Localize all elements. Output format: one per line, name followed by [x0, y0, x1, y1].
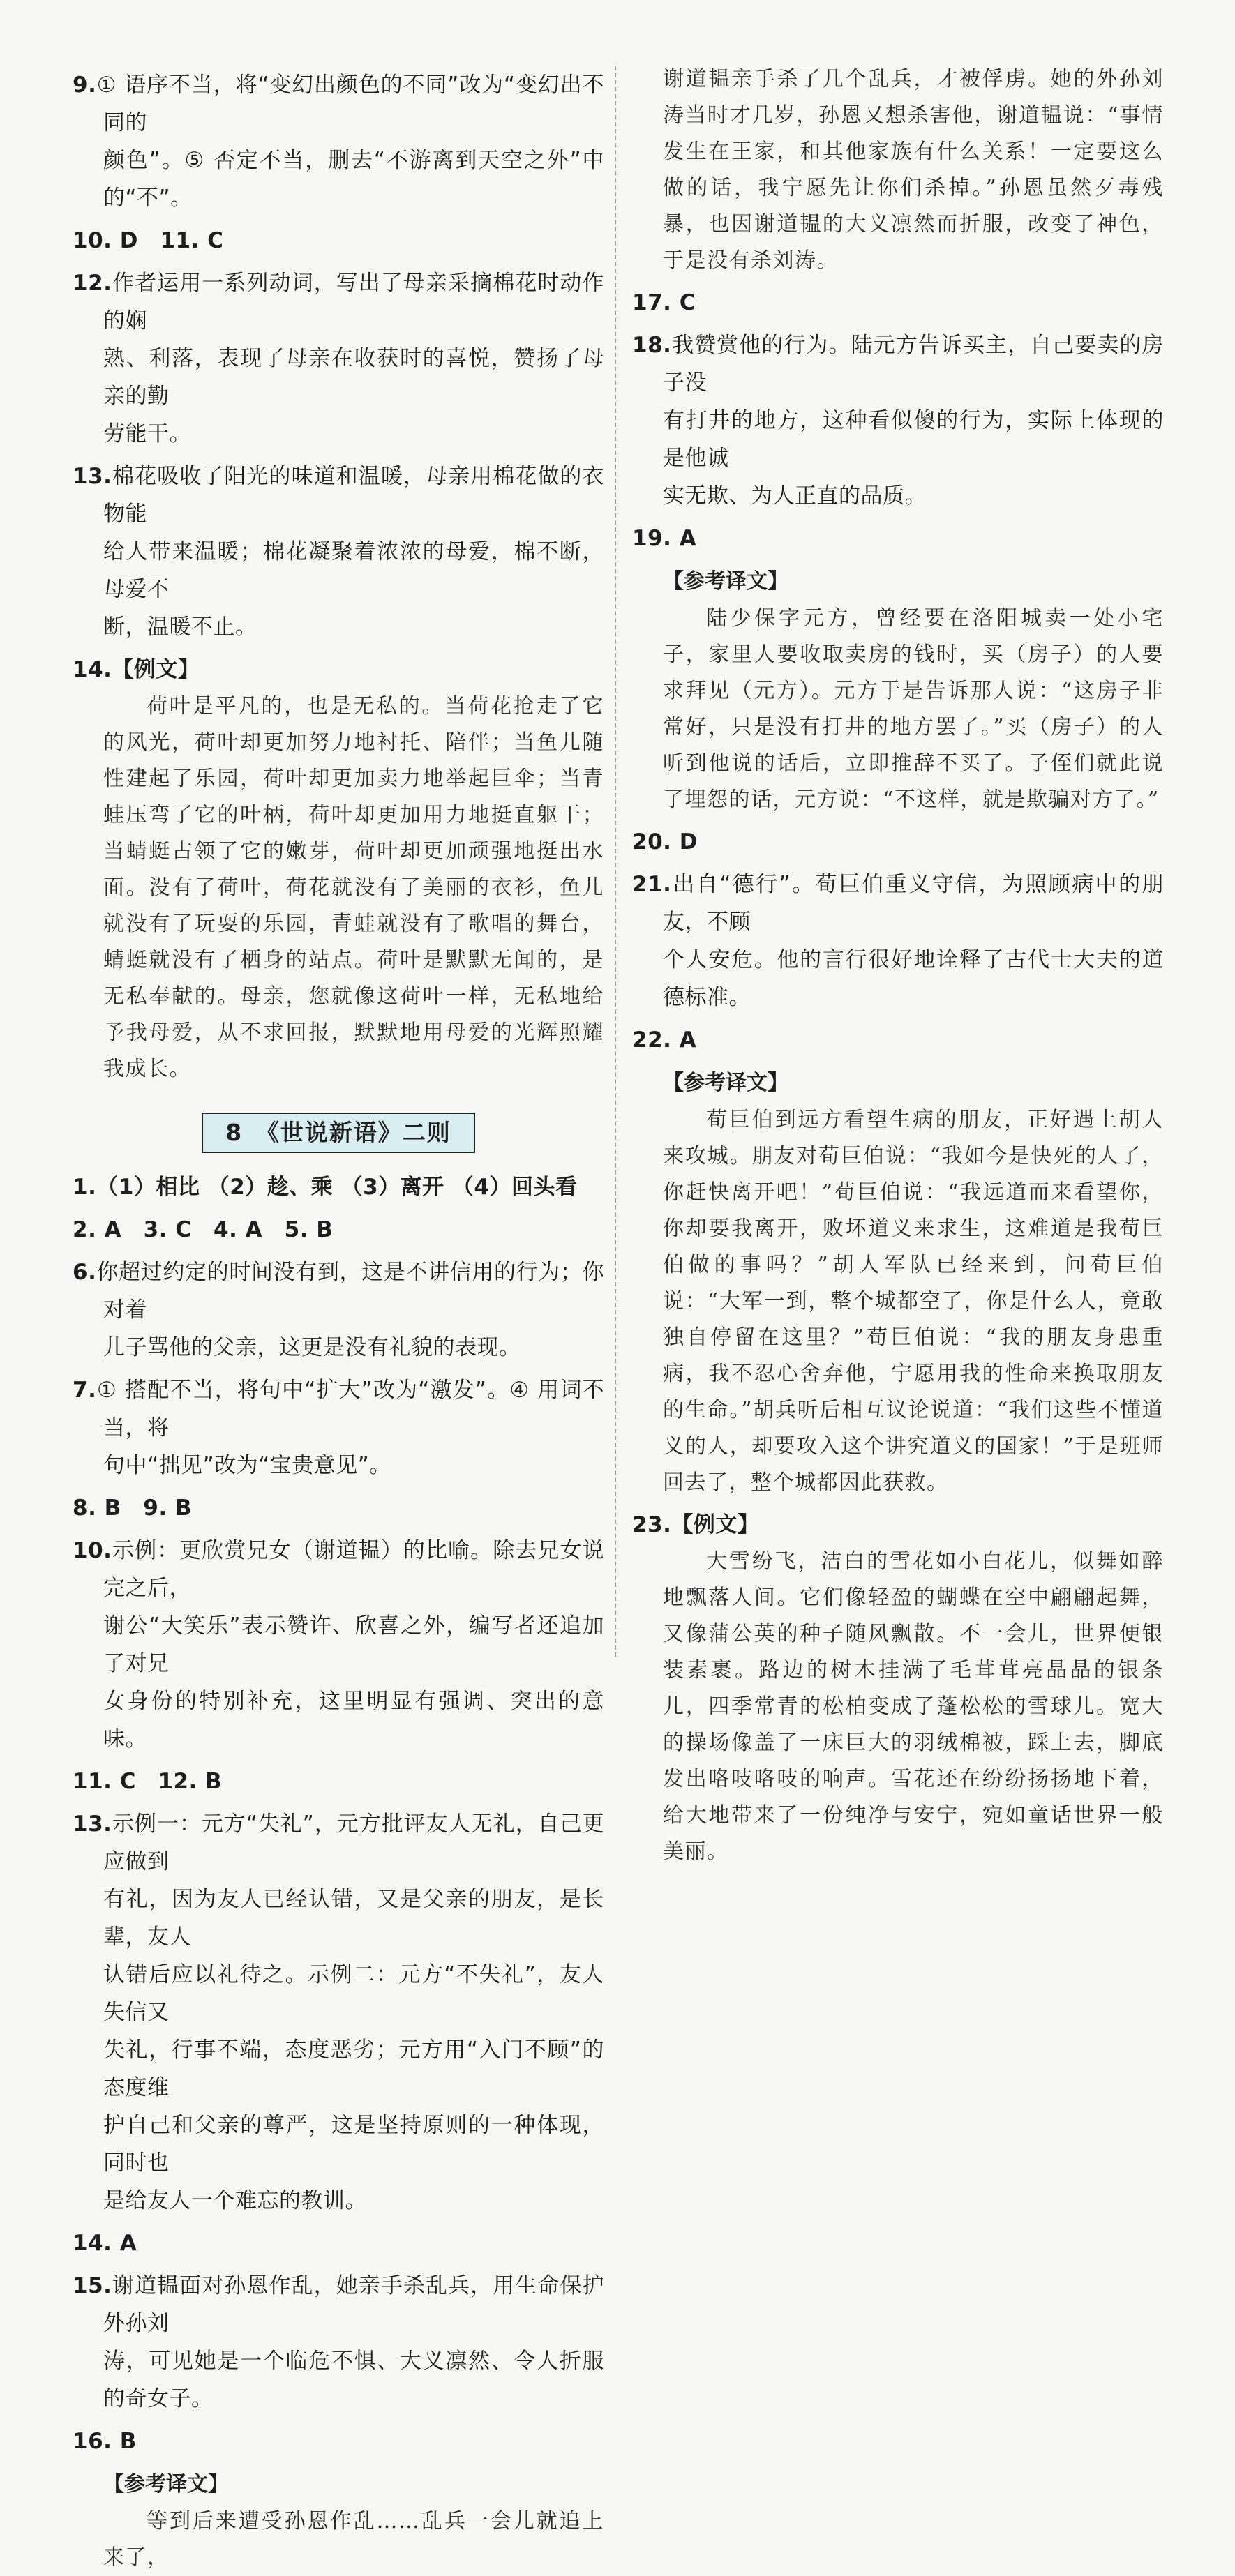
answer-text: 护自己和父亲的尊严，这是坚持原则的一种体现，同时也	[103, 2113, 604, 2176]
essay-line: 大雪纷飞，洁白的雪花如小白花儿，似舞如醉地飘落	[663, 1549, 1164, 1610]
essay-line: 私奉献的。母亲，您就像这荷叶一样，无私地给予我母爱，	[103, 984, 605, 1045]
essay-line: 挂满了毛茸茸亮晶晶的银条儿，四季常青的松柏变成了蓬	[663, 1658, 1165, 1719]
answer-text: 14.【例文】	[73, 657, 200, 682]
answer-text: 颜色”。⑤ 否定不当，删去“不游离到天空之外”中的“不”。	[103, 148, 604, 211]
reference-translation-label: 【参考译文】	[663, 1071, 788, 1095]
essay-line: 荷叶是平凡的，也是无私的。当荷花抢走了它的风光，	[103, 694, 604, 755]
answer-7	[73, 1371, 604, 1484]
answer-text: 我赞赏他的行为。陆元方告诉买主，自己要卖的房子没	[663, 333, 1164, 396]
answer-22	[632, 1021, 1164, 1059]
essay-line: 种子随风飘散。不一会儿，世界便银装素裹。路边的树木	[663, 1622, 1165, 1682]
answer-text: 个人安危。他的言行很好地诠释了古代士大夫的道德标准。	[663, 947, 1164, 1010]
translation-line: 城。朋友对荀巨伯说：“我如今是快死的人了，你赶快离	[663, 1144, 1165, 1205]
answer-text: 棉花吸收了阳光的味道和温暖，母亲用棉花做的衣物能	[103, 464, 604, 527]
answer-text: 2. A 3. C 4. A 5. B	[73, 1217, 334, 1242]
answer-text: 认错后应以礼待之。示例二：元方“不失礼”，友人失信又	[103, 1962, 604, 2025]
answer-number: 13.	[73, 464, 112, 489]
answer-13	[73, 458, 604, 646]
essay-line: 叶却更加卖力地举起巨伞；当青蛙压弯了它的叶柄，荷叶	[103, 767, 605, 827]
answer-text: 句中“拙见”改为“宝贵意见”。	[103, 1453, 391, 1478]
translation-line: 凛然而折服，改变了神色，于是没有杀刘涛。	[663, 212, 1165, 273]
translation-line: 地方罢了。”买（房子）的人听到他说的话后，立即推辞不	[663, 715, 1164, 776]
answer-text: ① 搭配不当，将句中“扩大”改为“激发”。④ 用词不当，将	[96, 1378, 604, 1440]
answer-11-12	[73, 1763, 604, 1800]
answer-text: 实无欺、为人正直的品质。	[663, 483, 927, 509]
answer-text: 19. A	[632, 526, 697, 551]
answer-text: 劳能干。	[103, 421, 191, 446]
answer-number: 13.	[73, 1812, 112, 1837]
answer-text: 谢道韫面对孙恩作乱，她亲手杀乱兵，用生命保护外孙刘	[103, 2273, 604, 2336]
translation-line: 队已经来到，问荀巨伯说：“大军一到，整个城都空了，你	[663, 1253, 1165, 1313]
answer-15	[73, 2267, 604, 2418]
translation-16	[73, 2503, 604, 2576]
answer-9	[73, 66, 604, 217]
essay-line: 从不求回报，默默地用母爱的光辉照耀我成长。	[103, 1020, 605, 1081]
translation-19	[632, 601, 1164, 818]
translation-line: 先让你们杀掉。”孙恩虽然歹毒残暴，也因谢道韫的大义	[663, 176, 1164, 236]
answer-text: 22. A	[632, 1027, 697, 1053]
example-essay-14	[73, 688, 604, 1087]
answer-text: 23.【例文】	[632, 1512, 760, 1537]
essay-line: 更加顽强地挺出水面。没有了荷叶，荷花就没有了美丽的	[103, 839, 605, 900]
answer-text: 10. D 11. C	[73, 228, 224, 253]
answer-text: 女身份的特别补充，这里明显有强调、突出的意味。	[103, 1689, 604, 1752]
translation-line: 家，和其他家族有什么关系！一定要这么做的话，我宁愿	[663, 140, 1165, 200]
essay-line: 台，蜻蜓就没有了栖身的站点。荷叶是默默无闻的，是无	[103, 912, 605, 1009]
translation-line: 元方于是告诉那人说：“这房子非常好，只是没有打井的	[663, 679, 1164, 739]
answer-text: 谢公“大笑乐”表示赞许、欣喜之外，编写者还追加了对兄	[103, 1613, 604, 1676]
answer-text: ① 语序不当，将“变幻出颜色的不同”改为“变幻出不同的	[96, 73, 604, 135]
answer-number: 12.	[73, 271, 112, 296]
answer-text: 断，温暖不止。	[103, 615, 257, 640]
answer-17	[632, 284, 1164, 322]
answer-6	[73, 1253, 604, 1366]
translation-line: 人，却要攻入这个讲究道义的国家！”于是班师回去了，整	[663, 1434, 1165, 1495]
essay-line: 下着，给大地带来了一份纯净与安宁，宛如童话世界一般	[663, 1767, 1165, 1828]
translation-line: 的生命。”胡兵听后相互议论说道：“我们这些不懂道义的	[663, 1398, 1164, 1459]
answer-text: 涛，可见她是一个临危不惧、大义凛然、令人折服的奇女子。	[103, 2349, 604, 2411]
answer-20	[632, 823, 1164, 861]
translation-line: 身患重病，我不忍心舍弃他，宁愿用我的性命来换取朋友	[663, 1325, 1165, 1386]
answer-text: 示例：更欣赏兄女（谢道韫）的比喻。除去兄女说完之后，	[103, 1538, 604, 1601]
answer-number: 6.	[73, 1260, 97, 1285]
essay-line: 人间。它们像轻盈的蝴蝶在空中翩翩起舞，又像蒲公英的	[663, 1585, 1165, 1646]
essay-line: 衣衫，鱼儿就没有了玩耍的乐园，青蛙就没有了歌唱的舞	[103, 875, 605, 936]
essay-line: 松松的雪球儿。宽大的操场像盖了一床巨大的羽绒棉被，	[663, 1694, 1165, 1755]
answer-text: 16. B	[73, 2429, 137, 2454]
answer-text: 是给友人一个难忘的教训。	[103, 2188, 367, 2213]
answer-text: 失礼，行事不端，态度恶劣；元方用“入门不顾”的态度维	[103, 2038, 604, 2100]
answer-text: 有打井的地方，这种看似傻的行为，实际上体现的是他诚	[663, 408, 1164, 471]
answer-text: 儿子骂他的父亲，这更是没有礼貌的表现。	[103, 1335, 521, 1360]
answer-14b	[73, 2224, 604, 2262]
answer-18	[632, 326, 1164, 515]
answer-8-9	[73, 1489, 604, 1527]
answer-text: 17. C	[632, 290, 696, 315]
reference-translation-label: 【参考译文】	[103, 2472, 229, 2496]
essay-line: 荷叶却更加努力地衬托、陪伴；当鱼儿随性建起了乐园，荷	[103, 730, 605, 791]
translation-line: 是什么人，竟敢独自停留在这里？”荀巨伯说：“我的朋友	[663, 1289, 1165, 1350]
essay-line: 却更加用力地挺直躯干；当蜻蜓占领了它的嫩芽，荷叶却	[103, 803, 605, 864]
right-column	[632, 61, 1164, 1870]
answer-10-11	[73, 222, 604, 259]
answer-text: 给人带来温暖；棉花凝聚着浓浓的母爱，棉不断，母爱不	[103, 539, 604, 602]
translation-line: 买了。子侄们就此说了埋怨的话，元方说：“不这样，就是	[663, 751, 1165, 812]
answer-12	[73, 264, 604, 453]
answer-text: 出自“德行”。荀巨伯重义守信，为照顾病中的朋友，不顾	[663, 872, 1164, 935]
column-divider	[615, 66, 616, 1657]
reference-translation-label: 【参考译文】	[663, 569, 788, 594]
answer-16	[73, 2423, 604, 2460]
answer-19	[632, 520, 1164, 557]
section-title: 8 《世说新语》二则	[202, 1113, 475, 1153]
answer-number: 9.	[73, 73, 97, 98]
translation-line: 等到后来遭受孙恩作乱……乱兵一会儿就追上来了，	[103, 2509, 604, 2570]
answer-number: 7.	[73, 1378, 97, 1403]
answer-2-5	[73, 1211, 604, 1249]
left-column	[73, 61, 604, 2576]
translation-22	[632, 1102, 1164, 1501]
translation-line: 陆少保字元方，曾经要在洛阳城卖一处小宅子，家里	[663, 606, 1164, 667]
translation-line: 时才几岁，孙恩又想杀害他，谢道韫说：“事情发生在王	[663, 103, 1165, 164]
translation-line: 开吧！”荀巨伯说：“我远道而来看望你，你却要我离开，	[663, 1180, 1164, 1241]
answer-text: 8. B 9. B	[73, 1496, 193, 1521]
essay-line: 踩上去，脚底发出咯吱咯吱的响声。雪花还在纷纷扬扬地	[663, 1731, 1165, 1791]
answer-text: 1.（1）相比 （2）趁、乘 （3）离开 （4）回头看	[73, 1175, 578, 1200]
example-essay-23	[632, 1544, 1164, 1870]
translation-line: 个城都因此获救。	[772, 1470, 949, 1495]
translation-line: 谢道韫亲手杀了几个乱兵，才被俘虏。她的外孙刘涛当	[663, 67, 1164, 128]
answer-10	[73, 1532, 604, 1758]
translation-line: 荀巨伯到远方看望生病的朋友，正好遇上胡人来攻	[663, 1108, 1164, 1168]
answer-23	[632, 1506, 1164, 1544]
answer-14	[73, 651, 604, 688]
answer-text: 14. A	[73, 2231, 137, 2256]
answer-number: 15.	[73, 2273, 112, 2298]
translation-16-continued	[632, 61, 1164, 279]
answer-1	[73, 1168, 604, 1206]
answer-text: 熟、利落，表现了母亲在收获时的喜悦，赞扬了母亲的勤	[103, 346, 604, 409]
answer-text: 有礼，因为友人已经认错，又是父亲的朋友，是长辈，友人	[103, 1887, 604, 1950]
answer-number: 21.	[632, 872, 672, 897]
translation-line: 败坏道义来求生，这难道是我荀巨伯做的事吗？”胡人军	[663, 1217, 1165, 1277]
answer-text: 示例一：元方“失礼”，元方批评友人无礼，自己更应做到	[103, 1812, 604, 1874]
answer-text: 你超过约定的时间没有到，这是不讲信用的行为；你对着	[96, 1260, 604, 1323]
essay-line: 美丽。	[663, 1839, 729, 1864]
answer-text: 作者运用一系列动词，写出了母亲采摘棉花时动作的娴	[103, 271, 604, 333]
answer-text: 11. C 12. B	[73, 1769, 223, 1794]
translation-line: 人要收取卖房的钱时，买（房子）的人要求拜见（元方）。	[663, 642, 1165, 703]
answer-text: 20. D	[632, 829, 698, 854]
answer-13b	[73, 1805, 604, 2220]
answer-number: 18.	[632, 333, 672, 358]
answer-number: 10.	[73, 1538, 112, 1563]
answer-21	[632, 866, 1164, 1016]
translation-line: 欺骗对方了。”	[1026, 788, 1160, 812]
